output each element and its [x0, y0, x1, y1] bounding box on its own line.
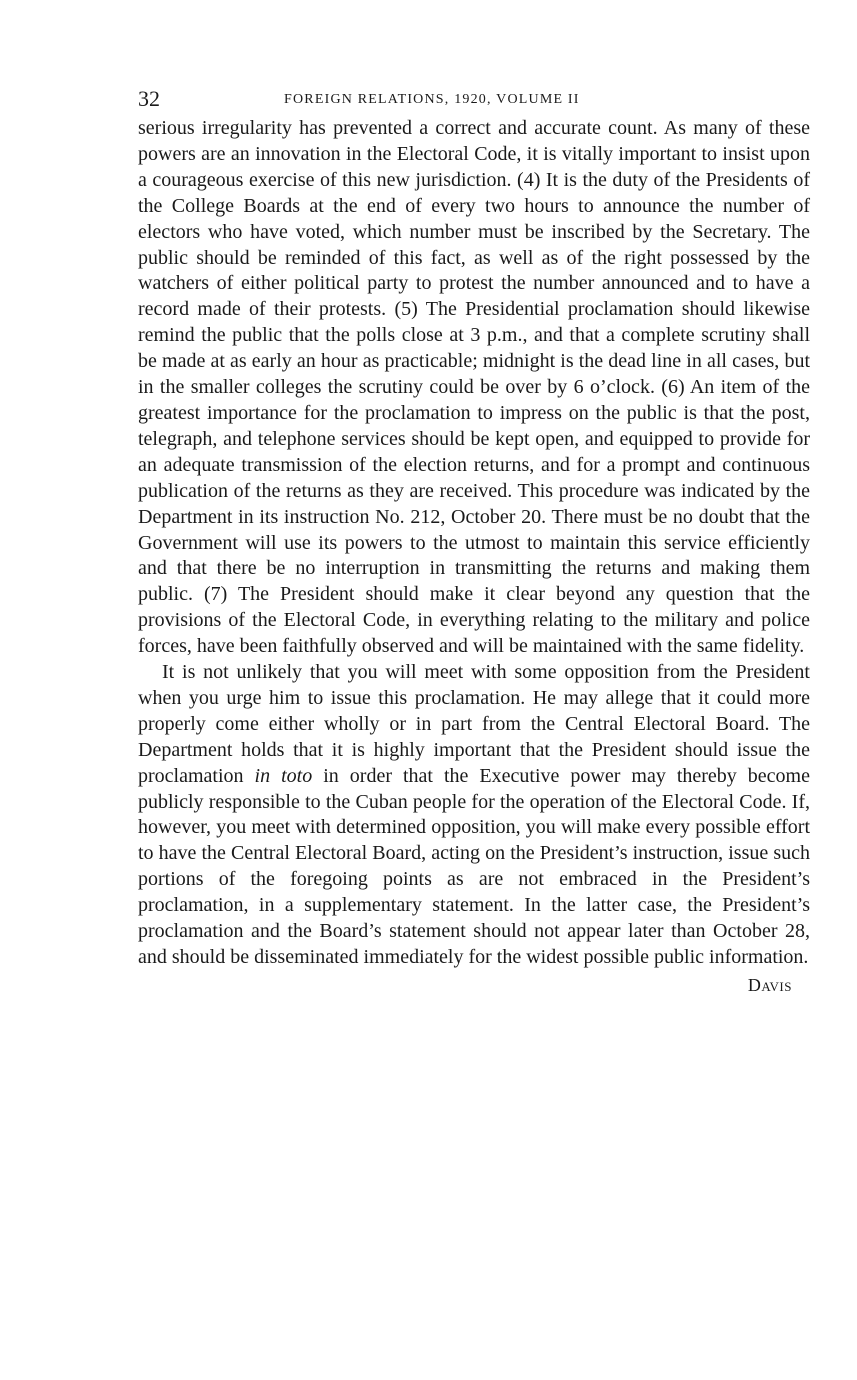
paragraph-2-text-start: It is not unlikely that you will meet with some opposition from the President when you urge him to issue this proclamation. He may allege that it could more properly come either wholly or in part from the Central Electoral Board. The Department holds that it is highly important that the President should issue the proclamation	[138, 661, 810, 787]
header-title: FOREIGN RELATIONS, 1920, VOLUME II	[284, 92, 580, 107]
paragraph-1: serious irregularity has prevented a correct and accurate count. As many of these powers are an innovation in the Electoral Code, it is vitally important to insist upon a courageous exercise of this new jurisdiction. (4) It is the duty of the Presidents of the College Boards at the end of every two hours to announce the number of electors who have voted, which number must be inscribed by the Secretary. The public should be reminded of this fact, as well as of the right possessed by the watchers of either political party to protest the number announced and to have a record made of their protests. (5) The Presidential proclamation should likewise remind the public that the polls close at 3 p.m., and that a complete scrutiny shall be made at as early an hour as practicable; midnight is the dead line in all cases, but in the smaller colleges the scrutiny could be over by 6 o’clock. (6) An item of the greatest importance for the proclamation to impress on the public is that the post, telegraph, and telephone services should be kept open, and equipped to provide for an adequate transmission of the election returns, and for a prompt and continuous publication of the returns as they are received. This procedure was indicated by the Department in its instruction No. 212, October 20. There must be no doubt that the Government will use its powers to the utmost to maintain this service efficiently and that there be no interruption in transmitting the returns and making them public. (7) The President should make it clear beyond any question that the provisions of the Electoral Code, in everything relating to the military and police forces, have been faithfully observed and will be maintained with the same fidelity.	[138, 117, 810, 658]
running-header	[138, 84, 810, 114]
document-page	[138, 84, 810, 999]
paragraph-2-text-end: in order that the Executive power may thereby become publicly responsible to the Cuban people for the operation of the Electoral Code. If, however, you meet with determined opposition, you will make every possible effort to have the Central Electoral Board, acting on the President’s instruction, issue such portions of the foregoing points as are not embraced in the President’s proclamation, in a supplementary statement. In the latter case, the President’s proclamation and the Board’s statement should not appear later than October 28, and should be disseminated immediately for the widest possible public information.	[138, 764, 810, 968]
page-number: 32	[138, 86, 160, 111]
signature: Davis	[747, 974, 792, 995]
paragraph-2-italic-phrase: in toto	[254, 764, 313, 787]
body-text	[138, 116, 810, 971]
paragraph-2	[138, 660, 810, 971]
